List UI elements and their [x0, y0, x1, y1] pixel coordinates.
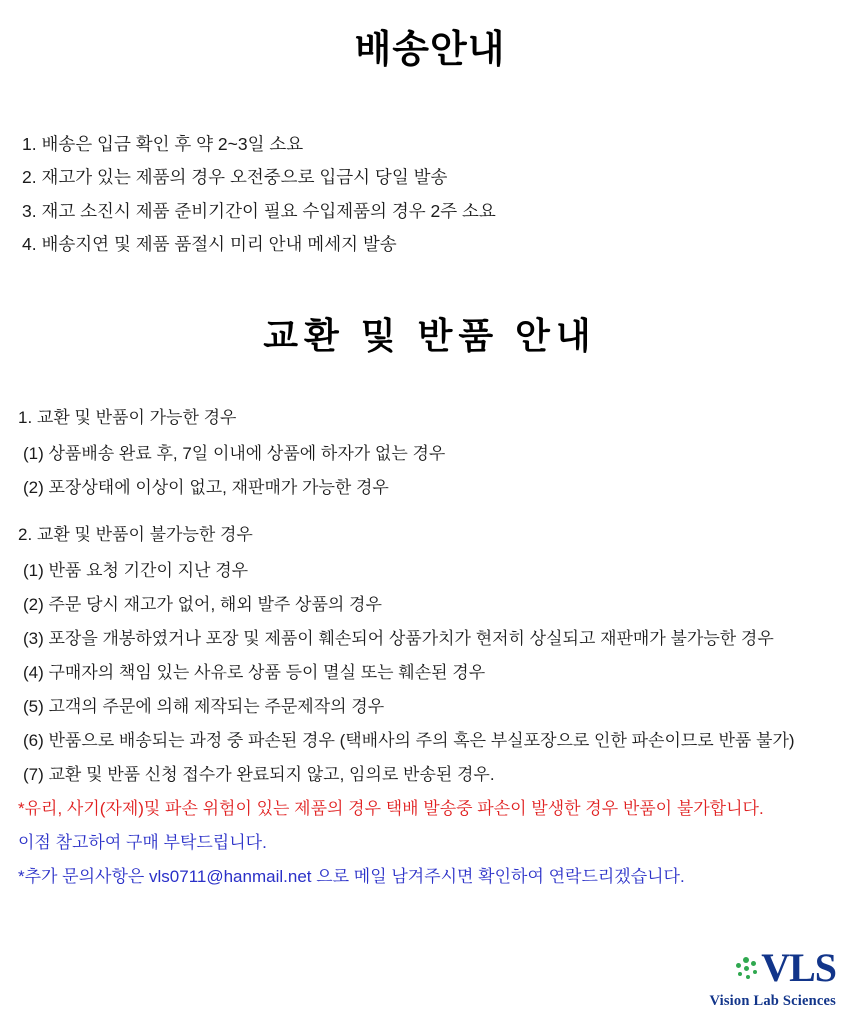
- list-item: (1) 상품배송 완료 후, 7일 이내에 상품에 하자가 없는 경우: [23, 443, 446, 463]
- list-item: 1. 배송은 입금 확인 후 약 2~3일 소요: [22, 133, 304, 154]
- warning-text-line-1: *유리, 사기(자제)및 파손 위험이 있는 제품의 경우 택배 발송중 파손이 발생한 경우 반품이 불가합니다.: [18, 798, 764, 818]
- list-item: (6) 반품으로 배송되는 과정 중 파손된 경우 (택배사의 주의 혹은 부실포장으로 인한 파손이므로 반품 불가): [23, 730, 795, 750]
- list-item: (2) 주문 당시 재고가 없어, 해외 발주 상품의 경우: [23, 594, 382, 614]
- returns-title: 교환 및 반품 안내: [263, 314, 597, 356]
- list-item: (7) 교환 및 반품 신청 접수가 완료되지 않고, 임의로 반송된 경우.: [23, 764, 495, 784]
- dot-cluster-icon: [734, 957, 760, 987]
- list-item: (4) 구매자의 책임 있는 사유로 상품 등이 멸실 또는 훼손된 경우: [23, 662, 486, 682]
- logo-mark-row: [709, 945, 836, 991]
- contact-text: *추가 문의사항은 vls0711@hanmail.net 으로 메일 남겨주시면 확인하여 연락드리겠습니다.: [18, 866, 685, 886]
- list-item: 2. 재고가 있는 제품의 경우 오전중으로 입금시 당일 발송: [22, 167, 448, 188]
- company-logo: [709, 945, 836, 1010]
- shipping-list: [0, 133, 860, 255]
- warning-text-line-2: 이점 참고하여 구매 부탁드립니다.: [18, 832, 267, 852]
- list-item: (5) 고객의 주문에 의해 제작되는 주문제작의 경우: [23, 696, 385, 716]
- list-item: 4. 배송지연 및 제품 품절시 미리 안내 메세지 발송: [22, 234, 397, 255]
- logo-company-name: Vision Lab Sciences: [709, 993, 836, 1009]
- list-item: 3. 재고 소진시 제품 준비기간이 필요 수입제품의 경우 2주 소요: [22, 200, 496, 221]
- list-item: (1) 반품 요청 기간이 지난 경우: [23, 560, 249, 580]
- returns-section-allowed: [0, 409, 860, 496]
- section-heading: 2. 교환 및 반품이 불가능한 경우: [18, 524, 253, 544]
- document-page: [0, 28, 860, 1032]
- section-heading: 1. 교환 및 반품이 가능한 경우: [18, 407, 237, 427]
- list-item: (2) 포장상태에 이상이 없고, 재판매가 가능한 경우: [23, 477, 389, 497]
- logo-wordmark: VLS: [761, 945, 836, 991]
- shipping-title: 배송안내: [354, 29, 506, 71]
- returns-section-not-allowed: [0, 526, 860, 885]
- list-item: (3) 포장을 개봉하였거나 포장 및 제품이 훼손되어 상품가치가 현저히 상실되고 재판매가 불가능한 경우: [23, 628, 774, 648]
